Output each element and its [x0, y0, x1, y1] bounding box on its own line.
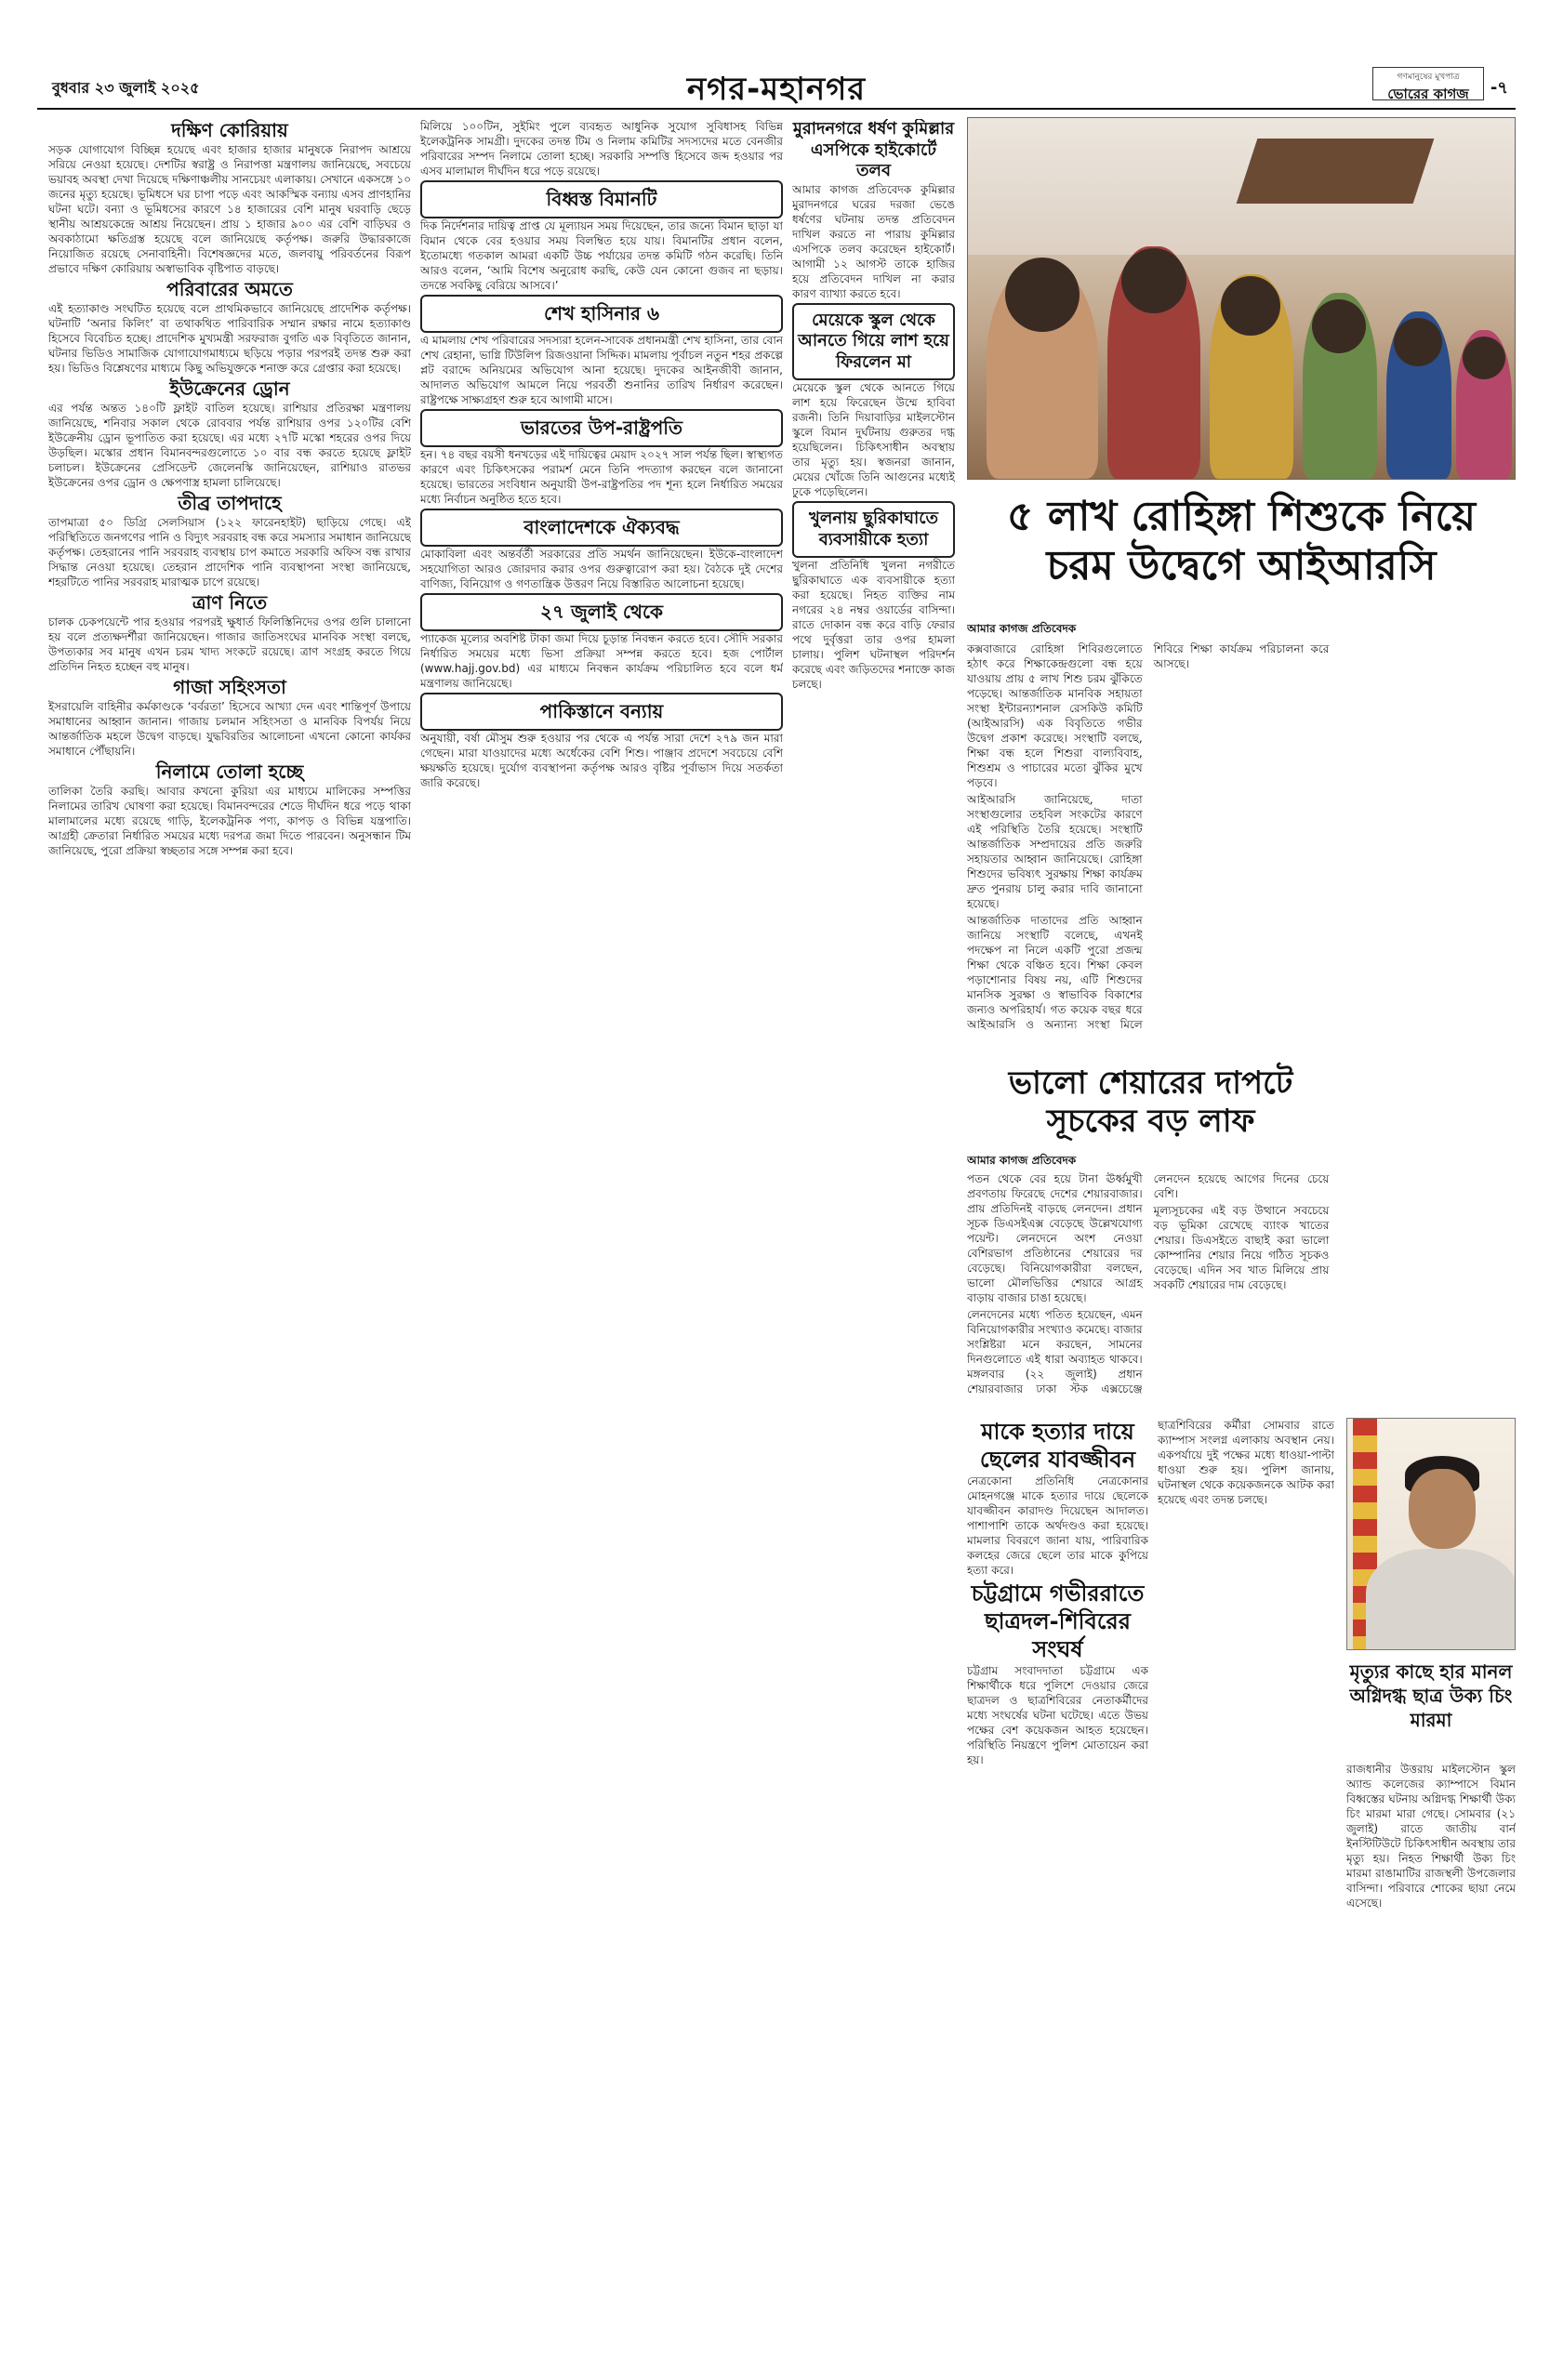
article-body: রাজধানীর উত্তরায় মাইলস্টোন স্কুল অ্যান্ড কলেজের ক্যাম্পাসে বিমান বিধ্বস্তের ঘটনায় অগ্নিদগ্ধ শিক্ষার্থী উক্য চিং মারমা মারা গেছে। সোমবার (২১ জুলাই) রাতে জাতীয় বার্ন ইনস্টিটিউটে চিকিৎসাধীন অবস্থায় তার মৃত্যু হয়। নিহত শিক্ষার্থী উক্য চিং মারমা রাঙামাটির রাজস্থলী উপজেলার বাসিন্দা। পরিবারে শোকের ছায়া নেমে এসেছে।	[1346, 1763, 1516, 1910]
article-heading: গাজা সহিংসতা	[173, 676, 286, 698]
article-body: অনুযায়ী, বর্ষা মৌসুম শুরু হওয়ার পর থেকে এ পর্যন্ত সারা দেশে ২৭৯ জন মারা গেছেন। মারা যাওয়াদের মধ্যে অর্ধেকের বেশি শিশু। পাঞ্জাব প্রদেশে সবচেয়ে বেশি ক্ষয়ক্ষতি হয়েছে। দুর্যোগ ব্যবস্থাপনা কর্তৃপক্ষ আরও বৃষ্টির পূর্বাভাস দিয়ে সতর্কতা জারি করেছে।	[420, 732, 783, 789]
article-body: মিলিয়ে ১০০টিন, সুইমিং পুলে ব্যবহৃত আধুনিক সুযোগ সুবিধাসহ বিভিন্ন ইলেকট্রনিক সামগ্রী। দুদকের তদন্ত টিম ও নিলাম কমিটির সদস্যদের মতে বেনজীর পরিবারের সম্পদ নিলামে তোলা হচ্ছে। সরকারি সম্পত্তি হিসেবে জব্দ হওয়ার পর এসব মালামাল দীর্ঘদিন ধরে পড়ে রয়েছে।	[420, 120, 783, 178]
issue-date: বুধবার ২৩ জুলাই ২০২৫	[52, 79, 200, 97]
article-body: চট্টগ্রাম সংবাদদাতা চট্টগ্রামে এক শিক্ষার্থীকে ধরে পুলিশে দেওয়ার জেরে ছাত্রদল ও ছাত্রশিবিরের নেতাকর্মীদের মধ্যে সংঘর্ষের ঘটনা ঘটেছে। এতে উভয় পক্ষের বেশ কয়েকজন আহত হয়েছেন। পরিস্থিতি নিয়ন্ত্রণে পুলিশ মোতায়েন করা হয়।	[967, 1664, 1148, 1766]
article-body: খুলনা প্রতিনিধি খুলনা নগরীতে ছুরিকাঘাতে এক ব্যবসায়ীকে হত্যা করা হয়েছে। নিহত ব্যক্তির নাম নগরের ২৪ নম্বর ওয়ার্ডের বাসিন্দা। রাতে দোকান বন্ধ করে বাড়ি ফেরার পথে দুর্বৃত্তরা তার ওপর হামলা চালায়। পুলিশ ঘটনাস্থল পরিদর্শন করেছে এবং জড়িতদের শনাক্তে কাজ চলছে।	[792, 559, 955, 691]
page-number: -৭	[1490, 78, 1508, 98]
article-heading: পাকিস্তানে বন্যায়	[420, 693, 783, 731]
article-heading: দক্ষিণ কোরিয়ায়	[171, 119, 288, 141]
feature-headline: ৫ লাখ রোহিঙ্গা শিশুকে নিয়ে চরম উদ্বেগে আইআরসি	[1006, 493, 1477, 589]
article-heading: নিলামে তোলা হচ্ছে	[155, 760, 304, 783]
obituary-body	[1346, 1762, 1516, 2366]
page-header	[37, 61, 1516, 110]
article-body: ইসরায়েলি বাহিনীর কর্মকাণ্ডকে ‘বর্বরতা’ হিসেবে আখ্যা দেন এবং শান্তিপূর্ণ উপায়ে সমাধানের আহ্বান জানান। গাজায় চলমান সহিংসতা ও মানবিক বিপর্যয় নিয়ে আন্তর্জাতিক মহলে উদ্বেগ বাড়ছে। যুদ্ধবিরতির আলোচনা এখনো কোনো কার্যকর সমাধানে পৌঁছায়নি।	[48, 700, 411, 758]
section-title: নগর-মহানগর	[686, 71, 867, 108]
obituary-caption: মৃত্যুর কাছে হার মানল অগ্নিদগ্ধ ছাত্র উক্য চিং মারমা	[1349, 1660, 1513, 1731]
article-heading: পরিবারের অমতে	[166, 278, 293, 300]
article-body: আন্তর্জাতিক দাতাদের প্রতি আহ্বান জানিয়ে সংস্থাটি বলেছে, এখনই পদক্ষেপ না নিলে একটি পুরো প্রজন্ম শিক্ষা থেকে বঞ্চিত হবে। শিক্ষা কেবল পড়াশোনার বিষয় নয়, এটি শিশুদের মানসিক সুরক্ষা ও স্বাভাবিক বিকাশের জন্যও অপরিহার্য। গত কয়েক বছর ধরে আইআরসি ও অন্যান্য সংস্থা মিলে শিবিরে শিক্ষা কার্যক্রম পরিচালনা করে আসছে।	[967, 642, 1330, 1031]
article-body: নেত্রকোনা প্রতিনিধি নেত্রকোনার মোহনগঞ্জে মাকে হত্যার দায়ে ছেলেকে যাবজ্জীবন কারাদণ্ড দিয়েছেন আদালত। পাশাপাশি তাকে অর্থদণ্ডও করা হয়েছে। মামলার বিবরণে জানা যায়, পারিবারিক কলহের জেরে ছেলে তার মাকে কুপিয়ে হত্যা করে।	[967, 1474, 1148, 1577]
article-body: চালক চেকপয়েন্টে পার হওয়ার পরপরই ক্ষুধার্ত ফিলিস্তিনিদের ওপর গুলি চালানো হয় বলে প্রত্যক্ষদর্শীরা জানিয়েছেন। গাজার জাতিসংঘের মানবিক সংস্থা বলছে, উপত্যকার সব মানুষ এখন চরম খাদ্য সংকটে রয়েছে। ত্রাণ সংগ্রহ করতে গিয়ে প্রতিদিন নিহত হচ্ছেন বহু মানুষ।	[48, 615, 411, 673]
article-heading: ত্রাণ নিতে	[192, 591, 268, 614]
article-body: মেয়েকে স্কুল থেকে আনতে গিয়ে লাশ হয়ে ফিরেছেন উম্মে হাবিবা রজনী। তিনি দিয়াবাড়ির মাইলস্টোন স্কুলে বিমান দুর্ঘটনায় গুরুতর দগ্ধ হয়েছিলেন। চিকিৎসাধীন অবস্থায় তার মৃত্যু হয়। স্বজনরা জানান, মেয়ের খোঁজে তিনি আগুনের মধ্যেই ঢুকে পড়েছিলেন।	[792, 381, 955, 498]
article-heading: বাংলাদেশকে ঐক্যবদ্ধ	[420, 509, 783, 547]
article-body: তাপমাত্রা ৫০ ডিগ্রি সেলসিয়াস (১২২ ফারেনহাইট) ছাড়িয়ে গেছে। এই পরিস্থিতিতে জনগণের পানি ও বিদ্যুৎ সরবরাহ বন্ধ করে সমস্যার সমাধান জানিয়েছে কর্তৃপক্ষ। তেহরানের পানি সরবরাহ ব্যবস্থায় চাপ কমাতে সরকারি অফিস বন্ধ রাখার সিদ্ধান্ত নেওয়া হয়েছে। তেহরান প্রাদেশিক পানি ব্যবস্থাপনা সংস্থা জানিয়েছে, শহরটিতে পানির সরবরাহ মারাত্মক চাপে রয়েছে।	[48, 516, 411, 588]
crime-column-continued	[1158, 1418, 1334, 2366]
byline: আমার কাগজ প্রতিবেদক	[967, 622, 1077, 635]
article-body: সড়ক যোগাযোগ বিচ্ছিন্ন হয়েছে এবং হাজার হাজার মানুষকে নিরাপদ আশ্রয়ে সরিয়ে নেওয়া হয়েছে। দেশটির স্বরাষ্ট্র ও নিরাপত্তা মন্ত্রণালয় জানিয়েছে, সবচেয়ে ভয়াবহ অবস্থা দেখা দিয়েছে দক্ষিণাঞ্চলীয় সানচেয়ং এলাকায়। সেখানে একসঙ্গে ১০ জনের মৃত্যু হয়েছে। ভূমিধসে ঘর চাপা পড়ে এবং আকস্মিক বন্যায় এসব প্রাণহানির ঘটনা ঘটে। বন্যা ও ভূমিধসের কারণে ১৪ হাজারের বেশি মানুষ ঘরবাড়ি ছেড়ে স্থানীয় আশ্রয়কেন্দ্রে আশ্রয় নিয়েছেন। প্রায় ১ হাজার ৯০০ এর বেশি বাড়িঘর ও অবকাঠামো ক্ষতিগ্রস্ত হয়েছে বলে জানিয়েছে কর্তৃপক্ষ। জরুরি উদ্ধারকাজে নিয়োজিত রয়েছে সেনাবাহিনী। বিশেষজ্ঞদের মতে, জলবায়ু পরিবর্তনের বিরূপ প্রভাবে দক্ষিণ কোরিয়ায় অস্বাভাবিক বৃষ্টিপাত বাড়ছে।	[48, 143, 411, 275]
article-body: কক্সবাজারে রোহিঙ্গা শিবিরগুলোতে হঠাৎ করে শিক্ষাকেন্দ্রগুলো বন্ধ হয়ে যাওয়ায় প্রায় ৫ লাখ শিশু চরম ঝুঁকিতে পড়েছে। আন্তর্জাতিক মানবিক সহায়তা সংস্থা ইন্টারন্যাশনাল রেসকিউ কমিটি (আইআরসি) এক বিবৃতিতে গভীর উদ্বেগ প্রকাশ করেছে। সংস্থাটি বলছে, শিক্ষা বন্ধ হলে শিশুরা বাল্যবিবাহ, শিশুশ্রম ও পাচারের মতো ঝুঁকির মুখে পড়বে।	[967, 642, 1143, 789]
crime-column	[967, 1418, 1148, 2366]
article-body: প্যাকেজ মূল্যের অবশিষ্ট টাকা জমা দিয়ে চূড়ান্ত নিবন্ধন করতে হবে। সৌদি সরকার নির্ধারিত সময়ের মধ্যে ভিসা প্রক্রিয়া সম্পন্ন করতে হবে। হজ পোর্টাল (www.hajj.gov.bd) এর মাধ্যমে নিবন্ধন কার্যক্রম পরিচালিত হবে বলে ধর্ম মন্ত্রণালয় জানিয়েছে।	[420, 632, 783, 690]
byline: আমার কাগজ প্রতিবেদক	[967, 1154, 1077, 1167]
feature-body	[967, 621, 1516, 1058]
article-heading: ইউক্রেনের ড্রোন	[169, 377, 290, 400]
article-heading: মেয়েকে স্কুল থেকে আনতে গিয়ে লাশ হয়ে ফিরলেন মা	[792, 303, 955, 381]
stock-headline: ভালো শেয়ারের দাপটে সূচকের বড় লাফ	[1008, 1064, 1293, 1140]
article-body: ছাত্রশিবিরের কর্মীরা সোমবার রাতে ক্যাম্পাস সংলগ্ন এলাকায় অবস্থান নেয়। একপর্যায়ে দুই পক্ষের মধ্যে ধাওয়া-পাল্টা ধাওয়া শুরু হয়। পুলিশ জানায়, ঘটনাস্থল থেকে কয়েকজনকে আটক করা হয়েছে এবং তদন্ত চলছে।	[1158, 1419, 1334, 1506]
article-heading: মুরাদনগরে ধর্ষণ কুমিল্লার এসপিকে হাইকোর্টে তলব	[792, 119, 955, 180]
article-body: তালিকা তৈরি করছি। আবার কখনো কুরিয়া এর মাধ্যমে মালিকের সম্পত্তির নিলামের তারিখ ঘোষণা করা হয়েছে। বিমানবন্দরের শেডে দীর্ঘদিন ধরে পড়ে থাকা মালামালের মধ্যে রয়েছে গাড়ি, ইলেকট্রনিক পণ্য, কাপড় ও বিভিন্ন যন্ত্রপাতি। আগ্রহী ক্রেতারা নির্ধারিত সময়ের মধ্যে দরপত্র জমা দিতে পারবেন। অনুসন্ধান টিম জানিয়েছে, পুরো প্রক্রিয়া স্বচ্ছতার সঙ্গে সম্পন্ন করা হবে।	[48, 785, 411, 857]
masthead-logo	[1372, 67, 1484, 100]
article-body: মূল্যসূচকের এই বড় উত্থানে সবচেয়ে বড় ভূমিকা রেখেছে ব্যাংক খাতের শেয়ার। ডিএসইতে বাছাই করা ভালো কোম্পানির শেয়ার নিয়ে গঠিত সূচকও বেড়েছে। এদিন সব খাত মিলিয়ে প্রায় সবকটি শেয়ারের দাম বেড়েছে।	[1153, 1204, 1330, 1291]
article-body: এই হত্যাকাণ্ড সংঘটিত হয়েছে বলে প্রাথমিকভাবে জানিয়েছে প্রাদেশিক কর্তৃপক্ষ। ঘটনাটি ‘অনার কিলিং’ বা তথাকথিত পারিবারিক সম্মান রক্ষার নামে হত্যাকাণ্ড হিসেবে বিবেচিত হচ্ছে। প্রাদেশিক মুখ্যমন্ত্রী সরফরাজ বুগতি এক বিবৃতিতে জানান, ঘটনার ভিডিও সামাজিক যোগাযোগমাধ্যমে ছড়িয়ে পড়ার পরপরই তদন্ত শুরু করা হয়। ভিডিও বিশ্লেষণের মাধ্যমে কিছু অভিযুক্তকে শনাক্ত করে গ্রেপ্তার করা হয়েছে।	[48, 302, 411, 375]
column-3	[792, 119, 955, 2369]
article-body: এর পর্যন্ত অন্তত ১৪০টি ফ্লাইট বাতিল হয়েছে। রাশিয়ার প্রতিরক্ষা মন্ত্রণালয় জানিয়েছে, শনিবার সকাল থেকে রোববার পর্যন্ত রাশিয়ার ওপর ১২০টির বেশি ইউক্রেনীয় ড্রোন ভূপাতিত করা হয়েছে। এর মধ্যে ২৭টি মস্কো শহরের ওপর দিয়ে উড়ছিল। মস্কোর প্রধান বিমানবন্দরগুলোতে ১০ বার বন্ধ করতে হয়েছে ফ্লাইট চলাচল। ইউক্রেনের প্রেসিডেন্ট জেলেনস্কি জানিয়েছেন, রাশিয়াও রাতভর ইউক্রেনের ওপর ড্রোন ও ক্ষেপণাস্ত্র হামলা চালিয়েছে।	[48, 402, 411, 489]
article-heading: ভারতের উপ-রাষ্ট্রপতি	[420, 409, 783, 447]
article-heading: তীব্র তাপদাহে	[178, 492, 282, 514]
article-body: মোকাবিলা এবং অন্তর্বর্তী সরকারের প্রতি সমর্থন জানিয়েছেন। ইউকে-বাংলাদেশ সহযোগিতা আরও জোরদার করার ওপর গুরুত্বারোপ করা হয়। বৈঠকে দুই দেশের বাণিজ্য, বিনিয়োগ ও গণতান্ত্রিক উত্তরণ নিয়ে বিস্তারিত আলোচনা হয়েছে।	[420, 548, 783, 590]
stock-article	[967, 1153, 1516, 1408]
article-body: এ মামলায় শেখ পরিবারের সদস্যরা হলেন-সাবেক প্রধানমন্ত্রী শেখ হাসিনা, তার বোন শেখ রেহানা, ভাগ্নি টিউলিপ রিজওয়ানা সিদ্দিক। মামলায় পূর্বাচল নতুন শহর প্রকল্পে প্লট বরাদ্দে অনিয়মের অভিযোগ আনা হয়েছে। দুদকের আইনজীবী জানান, আদালত অভিযোগ আমলে নিয়ে পরবর্তী শুনানির তারিখ নির্ধারণ করেছেন। রাষ্ট্রপক্ষে সাক্ষ্যগ্রহণ শুরু হবে আগামী মাসে।	[420, 334, 783, 406]
student-portrait	[1346, 1418, 1516, 1650]
rohingya-children-photo	[967, 117, 1516, 480]
article-heading: চট্টগ্রামে গভীররাতে ছাত্রদল-শিবিরের সংঘর্ষ	[971, 1580, 1145, 1662]
masthead-tagline: গণমানুষের মুখপাত্র	[1397, 73, 1460, 82]
article-heading: বিধ্বস্ত বিমানটি	[420, 180, 783, 218]
article-body: হন। ৭৪ বছর বয়সী ধনখড়ের এই দায়িত্বের মেয়াদ ২০২৭ সাল পর্যন্ত ছিল। স্বাস্থ্যগত কারণে এবং চিকিৎসকের পরামর্শ মেনে তিনি পদত্যাগ করছেন বলে জানানো হয়েছে। ভারতের সংবিধান অনুযায়ী উপ-রাষ্ট্রপতির পদ শূন্য হলে নির্ধারিত সময়ের মধ্যে নির্বাচন অনুষ্ঠিত হতে হবে।	[420, 448, 783, 506]
article-body: পতন থেকে বের হয়ে টানা ঊর্ধ্বমুখী প্রবণতায় ফিরেছে দেশের শেয়ারবাজার। প্রায় প্রতিদিনই বাড়ছে লেনদেন। প্রধান সূচক ডিএসইএক্স বেড়েছে উল্লেখযোগ্য পয়েন্ট। লেনদেনে অংশ নেওয়া বেশিরভাগ প্রতিষ্ঠানের শেয়ারের দর বেড়েছে। বিনিয়োগকারীরা বলছেন, ভালো মৌলভিত্তির শেয়ারে আগ্রহ বাড়ায় বাজার চাঙা হয়েছে।	[967, 1172, 1143, 1304]
article-heading: শেখ হাসিনার ৬	[420, 295, 783, 333]
column-1	[48, 119, 411, 2369]
article-body: আমার কাগজ প্রতিবেদক কুমিল্লার মুরাদনগরে ঘরের দরজা ভেঙে ধর্ষণের ঘটনায় তদন্ত প্রতিবেদন দাখিল করতে না পারায় কুমিল্লার এসপিকে তলব করেছেন হাইকোর্ট। আগামী ১২ আগস্ট তাকে হাজির হয়ে প্রতিবেদন দাখিল না করার কারণ ব্যাখ্যা করতে হবে।	[792, 182, 955, 300]
header-rule	[37, 108, 1516, 110]
column-2	[420, 119, 783, 2369]
article-body: দিক নির্দেশনার দায়িত্ব প্রাপ্ত যে মূল্যায়ন সময় দিয়েছেন, তার জন্যে বিমান ছাড়া যা বিমান থেকে বের হওয়ার সময় বিলম্বিত হয়ে যায়। বিমানটির প্রধান বলেন, ইতোমধ্যে গতকাল আমরা একটি উচ্চ পর্যায়ের তদন্ত কমিটি গঠন করেছি। তিনি আরও বলেন, ‘আমি বিশেষ অনুরোধ করছি, কেউ যেন কোনো গুজব না ছড়ায়। তদন্তে সবকিছু বেরিয়ে আসবে।’	[420, 219, 783, 292]
article-heading: মাকে হত্যার দায়ে ছেলের যাবজ্জীবন	[979, 1419, 1136, 1473]
masthead-name: ভোরের কাগজ	[1387, 86, 1469, 102]
article-heading: ২৭ জুলাই থেকে	[420, 593, 783, 631]
article-heading: খুলনায় ছুরিকাঘাতে ব্যবসায়ীকে হত্যা	[792, 501, 955, 558]
article-body: লেনদেনের মধ্যে পতিত হয়েছেন, এমন বিনিয়োগকারীর সংখ্যাও কমেছে। বাজার সংশ্লিষ্টরা মনে করছেন, সামনের দিনগুলোতে এই ধারা অব্যাহত থাকবে। মঙ্গলবার (২২ জুলাই) প্রধান শেয়ারবাজার ঢাকা স্টক এক্সচেঞ্জে লেনদেন হয়েছে আগের দিনের চেয়ে বেশি।	[967, 1172, 1330, 1395]
article-body: আইআরসি জানিয়েছে, দাতা সংস্থাগুলোর তহবিল সংকটের কারণে এই পরিস্থিতি তৈরি হয়েছে। সংস্থাটি আন্তর্জাতিক সম্প্রদায়ের প্রতি জরুরি সহায়তার আহ্বান জানিয়েছে। রোহিঙ্গা শিশুদের ভবিষ্যৎ সুরক্ষায় শিক্ষা কার্যক্রম দ্রুত পুনরায় চালু করার দাবি জানানো হয়েছে।	[967, 793, 1143, 910]
